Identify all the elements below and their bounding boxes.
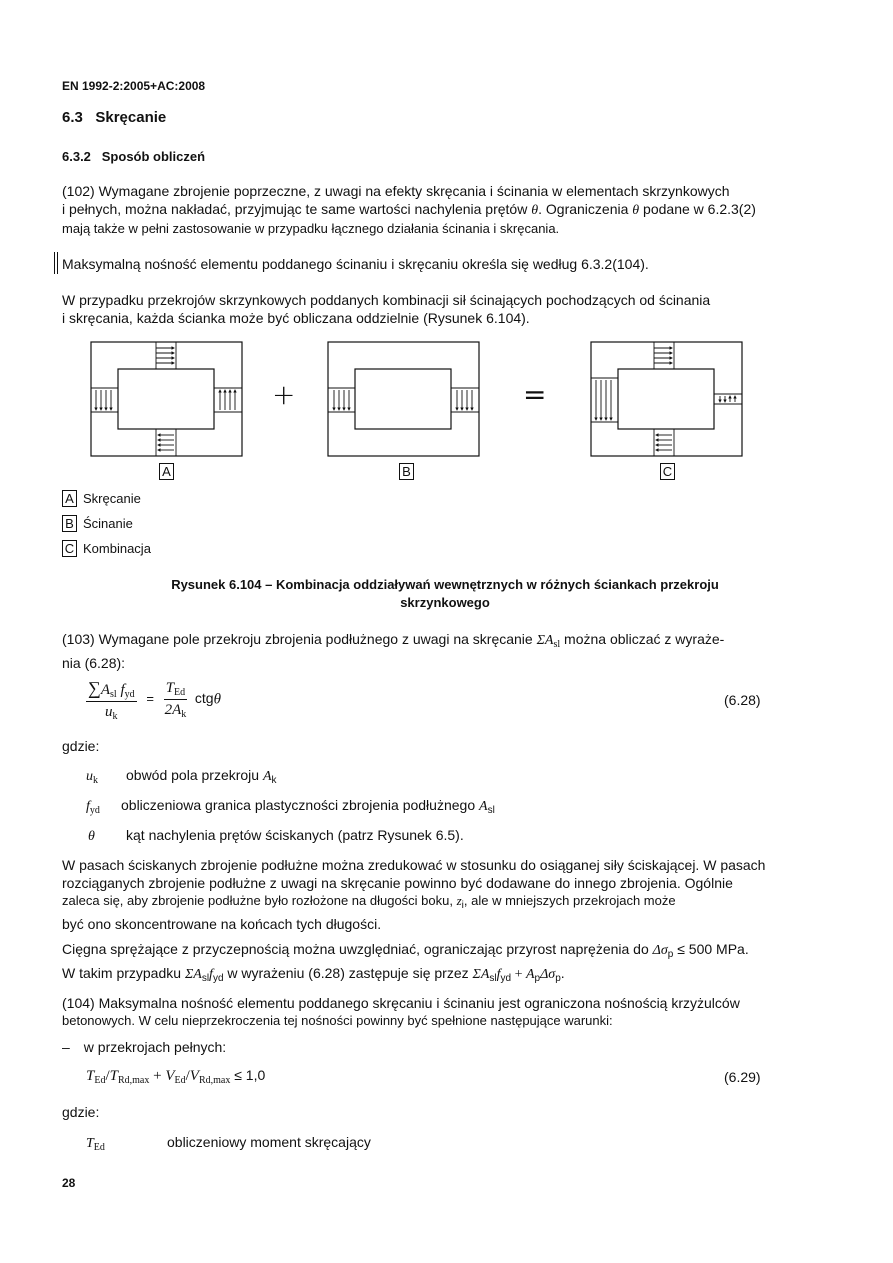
paragraph-102-line1: (102) Wymagane zbrojenie poprzeczne, z uwagi na efekty skręcania i ścinania w elementach skrzynkowych bbox=[62, 183, 730, 199]
page-number: 28 bbox=[62, 1176, 76, 1190]
eq628-left-fraction: $\frac{\sum A_{sl} f_{yd}}{u_k}$ bbox=[88, 678, 135, 722]
figure-6-104 bbox=[80, 336, 760, 484]
equation-6-28-number: (6.28) bbox=[724, 692, 761, 708]
figure-label-b: B bbox=[399, 463, 414, 480]
section-heading bbox=[62, 109, 166, 126]
figure-legend bbox=[62, 490, 151, 565]
definition-theta: θ bbox=[88, 829, 95, 844]
where-label-1: gdzie: bbox=[62, 738, 100, 754]
paragraph-tendons: Cięgna sprężające z przyczepnością można uwzględniać, ograniczając przyrost naprężenia do $\Delta\sigma_p \le 500$ MPa. W takim przypadku $\Sigma A_{sl}f_{yd}$ w wyrażeniu (6.28) zastępuje się przez $\Sigma A_{sl}f_{yd} + A_p\Delta\sigma_p$. bbox=[62, 941, 749, 984]
legend-item: C Kombinacja bbox=[62, 540, 151, 565]
legend-item: A Skręcanie bbox=[62, 490, 151, 515]
paragraph-box-sections bbox=[62, 291, 782, 327]
change-bar-right bbox=[57, 252, 59, 274]
definition-ted-text: obliczeniowy moment skręcający bbox=[167, 1134, 371, 1150]
paragraph-102-line3: mają także w pełni zastosowanie w przypadku łącznego działania ścinania i skręcania. bbox=[62, 221, 560, 236]
box-c-combination bbox=[591, 342, 742, 456]
subsection-heading bbox=[62, 149, 205, 164]
section-title: Skręcanie bbox=[95, 109, 167, 126]
paragraph-box-line1: W przypadku przekrojów skrzynkowych poddanych kombinacji sił ścinających pochodzących od ścinania bbox=[62, 292, 711, 308]
paragraph-box-line2: i skręcania, każda ścianka może być obliczana oddzielnie (Rysunek 6.104). bbox=[62, 310, 530, 326]
document-header: EN 1992-2:2005+AC:2008 bbox=[62, 79, 206, 93]
bullet-solid-sections: – w przekrojach pełnych: bbox=[62, 1039, 227, 1055]
figure-caption: Rysunek 6.104 – Kombinacja oddziaływań wewnętrznych w różnych ściankach przekroju skrzynkowego bbox=[171, 577, 719, 610]
paragraph-104: (104) Maksymalna nośność elementu poddanego skręcaniu i ścinaniu jest ograniczona nośnością krzyżulców betonowych. W celu nieprzekroczenia tej nośności powinny być spełnione następujące warunki: bbox=[62, 995, 740, 1028]
section-number: 6.3 bbox=[62, 109, 83, 126]
subsection-number: 6.3.2 bbox=[62, 149, 91, 164]
paragraph-102-line2: i pełnych, można nakładać, przyjmując te same wartości nachylenia prętów θ. Ograniczenia θ podane w 6.2.3(2) bbox=[62, 201, 756, 218]
plus-sign: + bbox=[272, 378, 296, 411]
definition-theta-text: kąt nachylenia prętów ściskanych (patrz Rysunek 6.5). bbox=[126, 827, 464, 843]
paragraph-max-resistance: Maksymalną nośność elementu poddanego ścinaniu i skręcaniu określa się według 6.3.2(104). bbox=[62, 256, 649, 272]
where-label-2: gdzie: bbox=[62, 1104, 100, 1120]
eq628-right-fraction: $\frac{T_{Ed}}{2A_k}$ bbox=[164, 680, 187, 720]
equation-6-29: $T_{Ed}/T_{Rd,max} + V_{Ed}/V_{Rd,max} \le 1,0$ bbox=[86, 1067, 266, 1086]
definition-uk: $u_k$ bbox=[86, 769, 98, 786]
definition-ted: $T_{Ed}$ bbox=[86, 1136, 105, 1153]
definition-fyd: $f_{yd}$ bbox=[86, 799, 100, 816]
box-b-shear bbox=[328, 342, 479, 456]
figure-label-a: A bbox=[159, 463, 174, 480]
definition-fyd-text: obliczeniowa granica plastyczności zbrojenia podłużnego $A_{sl}$ bbox=[121, 797, 495, 816]
equation-6-28: $\frac{\sum A_{sl} f_{yd}}{u_k}$ = $\frac{T_{Ed}}{2A_k}$ ctgθ bbox=[88, 678, 221, 722]
change-bar-left bbox=[54, 252, 56, 274]
figure-label-c: C bbox=[660, 463, 675, 480]
paragraph-chords: W pasach ściskanych zbrojenie podłużne można zredukować w stosunku do osiąganej siły ściskającej. W pasach rozciąganych zbrojenie podłużne z uwagi na skręcanie powinno być dodawane do innego zbrojenia. Ogólnie zaleca się, aby zbrojenie podłużne było rozłożone na długości boku, $z_i$, ale w mniejszych przekrojach może być ono skoncentrowane na końcach tych długości. bbox=[62, 857, 766, 932]
equals-sign: = bbox=[523, 378, 547, 411]
subsection-title: Sposób obliczeń bbox=[101, 149, 206, 164]
paragraph-103: (103) Wymagane pole przekroju zbrojenia podłużnego z uwagi na skręcanie $\Sigma A_{sl}$ można obliczać z wyraże- nia (6.28): bbox=[62, 631, 725, 671]
paragraph-102 bbox=[62, 182, 782, 238]
legend-item: B Ścinanie bbox=[62, 515, 151, 540]
box-a-torsion bbox=[91, 342, 242, 456]
definition-uk-text: obwód pola przekroju $A_k$ bbox=[126, 767, 277, 786]
equation-6-29-number: (6.29) bbox=[724, 1069, 761, 1085]
